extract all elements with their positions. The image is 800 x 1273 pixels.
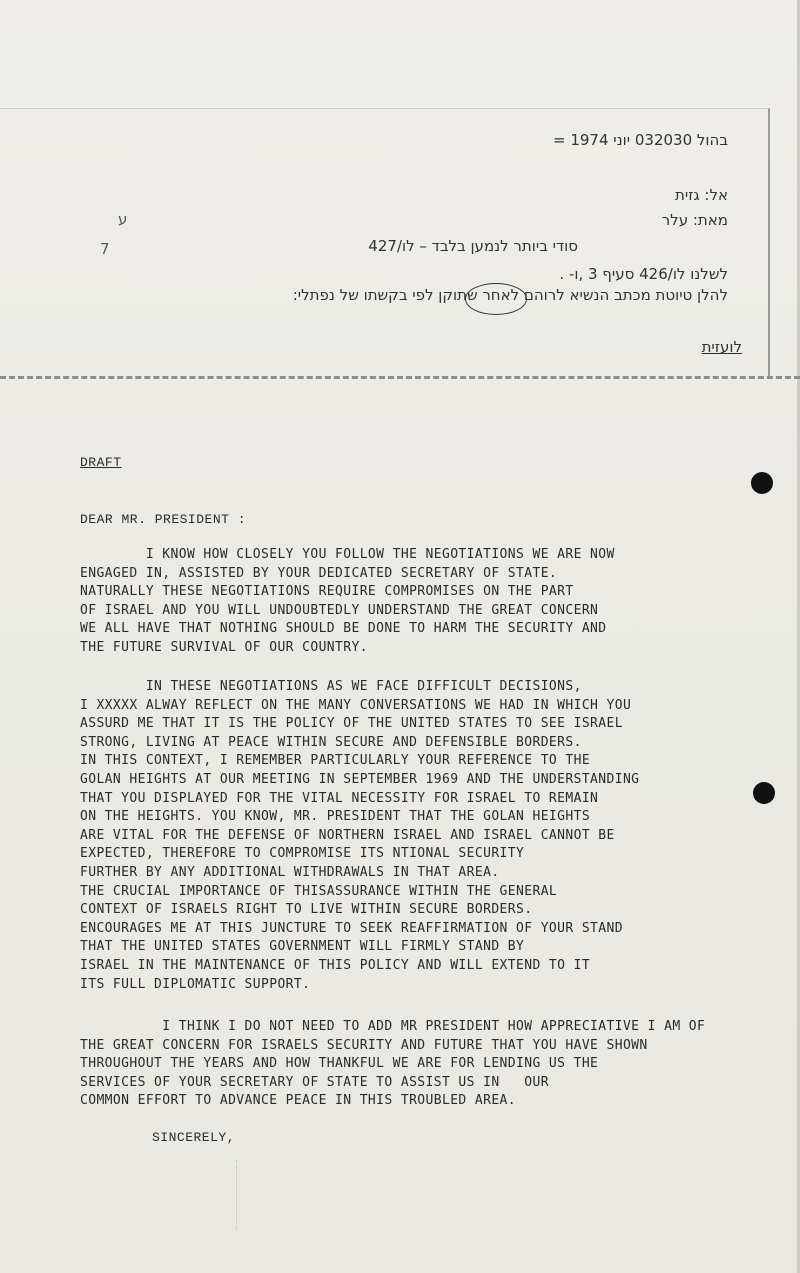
telegram-recipient-line: אל: גזית: [675, 186, 728, 204]
telegram-form-divider: [0, 376, 800, 379]
handwritten-mark: 7: [100, 240, 110, 258]
telegram-language-line: לועזית: [701, 338, 742, 356]
telegram-reference-line: לשלנו לו/426 סעיף 3 ,ו- .: [559, 265, 728, 283]
telegram-instruction-line: להלן טיוטת מכתב הנשיא לרוהם לאחר שתוקן לפי בקשתו של נפתלי:: [292, 286, 728, 304]
faint-scribble: [236, 1160, 297, 1230]
letter-salutation: DEAR MR. PRESIDENT :: [80, 512, 247, 527]
punch-hole: [751, 472, 773, 494]
telegram-classification-line: סודי ביותר לנמען בלבד – לו/427: [368, 237, 578, 255]
letter-closing: SINCERELY,: [152, 1130, 236, 1145]
handwritten-circle-mark: [465, 283, 527, 315]
letter-paragraph-2: IN THESE NEGOTIATIONS AS WE FACE DIFFICULT DECISIONS, I XXXXX ALWAY REFLECT ON THE MANY CONVERSATIONS WE HAD IN WHICH YOU ASSURD ME THAT IT IS THE POLICY OF THE UNITED STATES TO SEE ISRAEL STRONG, LIVING AT PEACE WITHIN SECURE AND DEFENSIBLE BORDERS. IN THIS CONTEXT, I REMEMBER PARTICULARLY YOUR REFERENCE TO THE GOLAN HEIGHTS AT OUR MEETING IN SEPTEMBER 1969 AND THE UNDERSTANDING THAT YOU DISPLAYED FOR THE VITAL NECESSITY FOR ISRAEL TO REMAIN ON THE HEIGHTS. YOU KNOW, MR. PRESIDENT THAT THE GOLAN HEIGHTS ARE VITAL FOR THE DEFENSE OF NORTHERN ISRAEL AND ISRAEL CANNOT BE EXPECTED, THEREFORE TO COMPROMISE ITS NTIONAL SECURITY FURTHER BY ANY ADDITIONAL WITHDRAWALS IN THAT AREA. THE CRUCIAL IMPORTANCE OF THISASSURANCE WITHIN THE GENERAL CONTEXT OF ISRAELS RIGHT TO LIVE WITHIN SECURE BORDERS. ENCOURAGES ME AT THIS JUNCTURE TO SEEK REAFFIRMATION OF YOUR STAND THAT THE UNITED STATES GOVERNMENT WILL FIRMLY STAND BY ISRAEL IN THE MAINTENANCE OF THIS POLICY AND WILL EXTEND TO IT ITS FULL DIPLOMATIC SUPPORT.: [80, 679, 640, 992]
letter-paragraph-3: I THINK I DO NOT NEED TO ADD MR PRESIDENT HOW APPRECIATIVE I AM OF THE GREAT CONCERN FOR ISRAELS SECURITY AND FUTURE THAT YOU HAVE SHOWN THROUGHOUT THE YEARS AND HOW THANKFUL WE ARE FOR LENDING US THE SERVICES OF YOUR SECRETARY OF STATE TO ASSIST US IN OUR COMMON EFFORT TO ADVANCE PEACE IN THIS TROUBLED AREA.: [80, 1019, 706, 1109]
telegram-date-line: בהול 032030 יוני 1974 =: [553, 131, 728, 149]
telegram-sender-line: מאת: עלר: [661, 211, 728, 229]
letter-paragraph-1: I KNOW HOW CLOSELY YOU FOLLOW THE NEGOTIATIONS WE ARE NOW ENGAGED IN, ASSISTED BY YOUR DEDICATED SECRETARY OF STATE. NATURALLY THESE NEGOTIATIONS REQUIRE COMPROMISES ON THE PART OF ISRAEL AND YOU WILL UNDOUBTEDLY UNDERSTAND THE GREAT CONCERN WE ALL HAVE THAT NOTHING SHOULD BE DONE TO HARM THE SECURITY AND THE FUTURE SURVIVAL OF OUR COUNTRY.: [80, 547, 615, 655]
draft-label: DRAFT: [80, 455, 122, 470]
handwritten-mark: ע: [118, 210, 128, 228]
